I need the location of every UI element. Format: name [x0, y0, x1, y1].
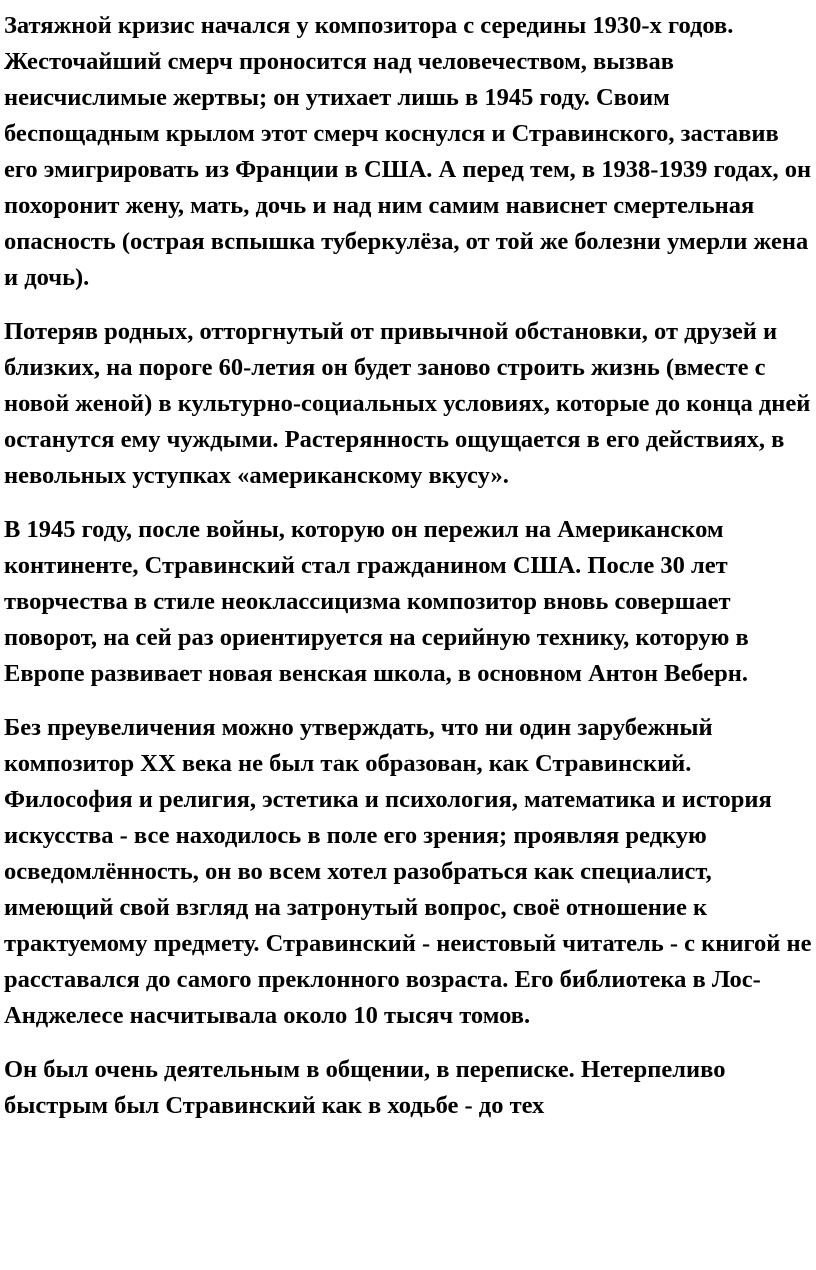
- paragraph-emigration: Затяжной кризис начался у композитора с середины 1930-х годов. Жесточайший смерч проносится над человечеством, вызвав неисчислимые жертвы; он утихает лишь в 1945 году. Своим беспощадным крылом этот смерч коснулся и Стравинского, заставив его эмигрировать из Франции в США. А перед тем, в 1938-1939 годах, он похоронит жену, мать, дочь и над ним самим нависнет смертельная опасность (острая вспышка туберкулёза, от той же болезни умерли жена и дочь).: [4, 12, 812, 291]
- paragraph-communication: Он был очень деятельным в общении, в переписке. Нетерпеливо быстрым был Стравинский как в ходьбе - до тех: [4, 1056, 726, 1119]
- paragraph-citizenship: В 1945 году, после войны, которую он пережил на Американском континенте, Стравинский стал гражданином США. После 30 лет творчества в стиле неоклассицизма композитор вновь совершает поворот, на сей раз ориентируется на серийную технику, которую в Европе развивает новая венская школа, в основном Антон Веберн.: [4, 516, 749, 687]
- paragraph-new-life: Потеряв родных, отторгнутый от привычной обстановки, от друзей и близких, на пороге 60-летия он будет заново строить жизнь (вместе с новой женой) в культурно-социальных условиях, которые до конца дней останутся ему чуждыми. Растерянность ощущается в его действиях, в невольных уступках «американскому вкусу».: [4, 318, 811, 489]
- paragraph-erudition: Без преувеличения можно утверждать, что ни один зарубежный композитор XX века не был так образован, как Стравинский. Философия и религия, эстетика и психология, математика и история искусства - все находилось в поле его зрения; проявляя редкую осведомлённость, он во всем хотел разобраться как специалист, имеющий свой взгляд на затронутый вопрос, своё отношение к трактуемому предмету. Стравинский - неистовый читатель - с книгой не расставался до самого преклонного возраста. Его библиотека в Лос-Анджелесе насчитывала около 10 тысяч томов.: [4, 714, 812, 1029]
- document-body: [4, 8, 812, 1124]
